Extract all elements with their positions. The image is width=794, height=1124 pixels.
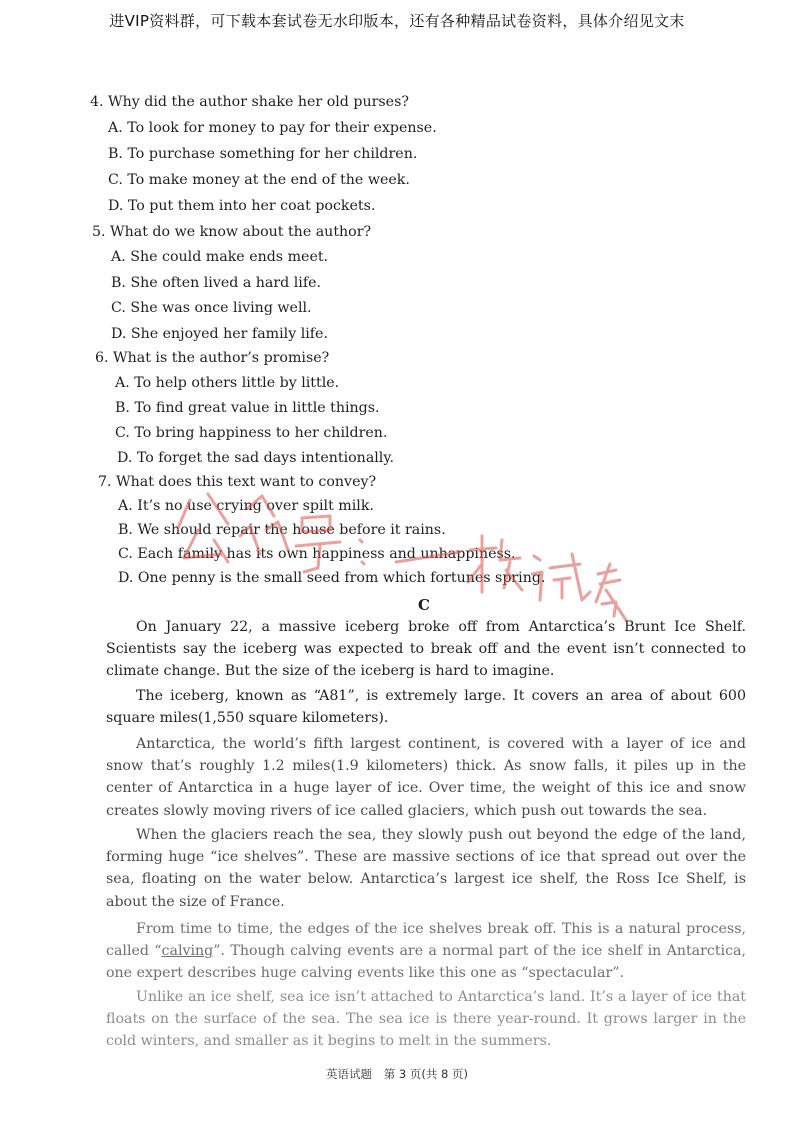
question-5-option-a: A. She could make ends meet. bbox=[111, 249, 329, 265]
paragraph-5-end: ”. Though calving events are a normal part of the ice shelf in Antarctica, one expert describes huge calving events like this one as “spectacular”. bbox=[106, 943, 746, 982]
paragraph-5-start: From time to time, the edges of the ice shelves break off. This is a natural process, called “ bbox=[106, 921, 746, 960]
term-calving: calving bbox=[161, 943, 214, 960]
footer-page-number: 第 3 页(共 8 页) bbox=[383, 1067, 468, 1081]
promo-banner: 进VIP资料群，可下载本套试卷无水印版本，还有各种精品试卷资料，具体介绍见文末 bbox=[109, 12, 685, 30]
question-6-option-c: C. To bring happiness to her children. bbox=[115, 425, 388, 441]
question-5-option-b: B. She often lived a hard life. bbox=[111, 275, 321, 291]
question-7-option-a: A. It’s no use crying over spilt milk. bbox=[118, 498, 374, 514]
question-7-option-c: C. Each family has its own happiness and unhappiness. bbox=[118, 546, 516, 562]
passage-paragraph-4: When the glaciers reach the sea, they slowly push out beyond the edge of the land, forming huge “ice shelves”. These are massive sections of ice that spread out over the sea, floating on the water below. Antarctica’s largest ice shelf, the Ross Ice Shelf, is about the size of France. bbox=[106, 827, 746, 910]
passage-paragraph-2: The iceberg, known as “A81”, is extremely large. It covers an area of about 600 square miles(1,550 square kilometers). bbox=[106, 688, 746, 727]
question-4-option-a: A. To look for money to pay for their expense. bbox=[108, 120, 437, 136]
question-6-stem: 6. What is the author’s promise? bbox=[95, 350, 330, 366]
question-7-option-d: D. One penny is the small seed from which fortunes spring. bbox=[118, 570, 546, 586]
passage-paragraph-1: On January 22, a massive iceberg broke off from Antarctica’s Brunt Ice Shelf. Scientists say the iceberg was expected to break off and the event isn’t connected to climate change. But the size of the iceberg is hard to imagine. bbox=[106, 619, 746, 680]
question-4-option-b: B. To purchase something for her children. bbox=[108, 146, 418, 162]
question-5-option-d: D. She enjoyed her family life. bbox=[111, 326, 328, 342]
question-6-option-d: D. To forget the sad days intentionally. bbox=[117, 450, 394, 466]
question-4-option-d: D. To put them into her coat pockets. bbox=[108, 198, 376, 214]
passage-paragraph-6: Unlike an ice shelf, sea ice isn’t attached to Antarctica’s land. It’s a layer of ice that floats on the surface of the sea. The sea ice is there year-round. It grows larger in the cold winters, and smaller as it begins to melt in the summers. bbox=[106, 989, 746, 1050]
question-6-option-b: B. To find great value in little things. bbox=[115, 400, 380, 416]
page-footer bbox=[0, 1066, 794, 1082]
passage-paragraph-5 bbox=[106, 918, 746, 985]
question-6-option-a: A. To help others little by little. bbox=[115, 375, 340, 391]
question-7-stem: 7. What does this text want to convey? bbox=[98, 474, 377, 490]
question-4-option-c: C. To make money at the end of the week. bbox=[108, 172, 410, 188]
passage-paragraph-3: Antarctica, the world’s fifth largest continent, is covered with a layer of ice and snow that’s roughly 1.2 miles(1.9 kilometers) thick. As snow falls, it piles up in the center of Antarctica in a huge layer of ice. Over time, the weight of this ice and snow creates slowly moving rivers of ice called glaciers, which push out towards the sea. bbox=[106, 736, 746, 819]
question-5-stem: 5. What do we know about the author? bbox=[92, 224, 372, 240]
question-4-stem: 4. Why did the author shake her old purses? bbox=[90, 94, 409, 110]
section-c-heading: C bbox=[418, 596, 430, 614]
question-7-option-b: B. We should repair the house before it rains. bbox=[118, 522, 446, 538]
question-5-option-c: C. She was once living well. bbox=[111, 300, 312, 316]
footer-subject: 英语试题 bbox=[326, 1067, 373, 1081]
